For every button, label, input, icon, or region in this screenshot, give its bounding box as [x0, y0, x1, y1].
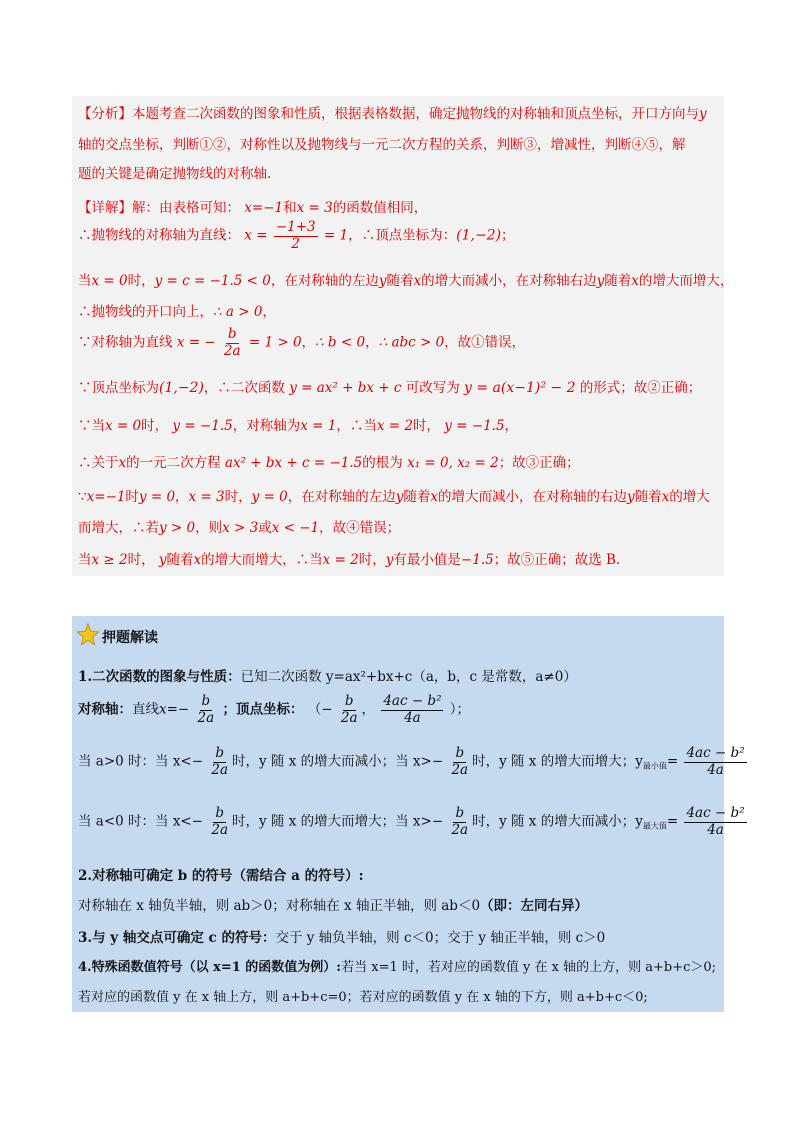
numerator: b — [227, 326, 237, 342]
numerator: b — [201, 693, 211, 709]
text: 时 — [125, 489, 139, 505]
math-var: x — [413, 273, 422, 289]
heading: 1.二次函数的图象与性质： — [78, 669, 241, 685]
tips-line-5: 2.对称轴可确定 b 的符号（需结合 a 的符号）: — [78, 868, 364, 884]
fraction — [274, 220, 318, 252]
math: x = 2 — [376, 418, 413, 434]
tips-line-9 — [78, 986, 720, 1005]
math: = 1 — [323, 227, 349, 244]
text: 的增大 — [669, 489, 710, 505]
numerator: b — [344, 693, 354, 709]
math: ∴ abc > 0 — [378, 334, 445, 351]
fraction — [339, 694, 360, 726]
math: x = — [244, 227, 268, 244]
analysis-line-1 — [78, 102, 720, 122]
denominator: 2a — [451, 821, 469, 838]
fraction — [684, 746, 746, 778]
text: ∴抛物线的对称轴为直线： — [78, 227, 240, 244]
detail-line-11 — [78, 548, 720, 568]
text: 当 a<0 时：当 x<− — [78, 813, 204, 830]
analysis-tag: 【分析】 — [78, 106, 132, 122]
math: x = 0 — [91, 273, 128, 289]
text: 若当 x=1 时，若对应的函数值 y 在 x 轴的上方，则 a+b+c＞0; — [341, 960, 717, 975]
detail-line-1 — [78, 196, 720, 216]
text: 随着 — [386, 273, 414, 289]
denominator: 2a — [211, 821, 228, 838]
text: 和 — [283, 200, 297, 216]
math: y > 0 — [159, 520, 196, 536]
text: ， — [301, 334, 316, 351]
tips-line-4 — [78, 805, 745, 838]
fraction — [381, 694, 443, 726]
text: ， — [504, 418, 519, 434]
math: − — [321, 701, 333, 718]
math: ∴ b < 0 — [315, 334, 366, 351]
numerator: b — [215, 745, 224, 761]
math: x=− — [159, 701, 190, 718]
text: 而增大，∴若 — [78, 520, 159, 536]
text: 时，y 随 x 的增大而增大；y — [472, 753, 643, 770]
math: x=−1 — [244, 200, 284, 216]
heading: ；顶点坐标： — [222, 701, 304, 718]
text: ∵对称轴为直线 — [78, 334, 173, 351]
text: 交于 y 轴负半轴，则 c＜0；交于 y 轴正半轴，则 c＞0 — [275, 930, 606, 946]
analysis-line-2 — [78, 133, 720, 153]
fraction — [684, 806, 746, 838]
math: y = 0 — [138, 489, 176, 505]
denominator: 4a — [707, 821, 724, 838]
text: ）； — [449, 701, 471, 718]
math: ∴ a > 0 — [213, 304, 263, 320]
subscript: 最小值 — [642, 761, 667, 771]
math: y = −1.5 — [444, 418, 505, 434]
text: 解：由表格可知： — [132, 200, 240, 216]
tips-line-8 — [78, 956, 720, 975]
analysis-text: 本题考查二次函数的图象和性质，根据表格数据，确定抛物线的对称轴和顶点坐标，开口方向与 — [132, 106, 699, 122]
math: x = 2 — [322, 552, 359, 568]
text: 可改写为 — [405, 380, 460, 396]
text: ， — [361, 701, 376, 718]
text: 的增大而增大， — [638, 273, 734, 289]
solution-analysis-box — [72, 96, 734, 576]
fraction — [209, 806, 230, 838]
text: ，对称轴为 — [232, 418, 301, 434]
numerator: b — [455, 745, 465, 761]
denominator: 2 — [291, 235, 301, 252]
star-icon — [76, 623, 100, 647]
denominator: 2a — [197, 709, 215, 726]
numerator: −1+3 — [275, 219, 316, 235]
text: （ — [307, 701, 322, 718]
text: ， — [175, 489, 189, 505]
text: ，∴当 — [336, 418, 377, 434]
denominator: 4a — [707, 761, 724, 778]
text: 当 — [78, 552, 92, 568]
numerator: 4ac − b² — [383, 693, 442, 709]
text: 时， — [141, 418, 169, 434]
math-var: y — [395, 489, 404, 505]
math: y = 0 — [251, 489, 288, 505]
text: 时， — [224, 489, 252, 505]
key-points-box — [72, 616, 745, 1012]
text: 时， — [358, 552, 386, 568]
analysis-text: 题的关键是确定抛物线的对称轴. — [78, 166, 272, 182]
text: 时， — [127, 273, 155, 289]
denominator: 2a — [211, 761, 228, 778]
math-var: x — [118, 455, 127, 471]
math-var: y — [596, 273, 605, 289]
text: ，∴顶点坐标为： — [348, 227, 457, 244]
math: x = − — [176, 334, 216, 351]
heading: 3.与 y 轴交点可确定 c 的符号： — [78, 930, 276, 946]
text: 时，y 随 x 的增大而减小；当 x>− — [232, 753, 444, 770]
fraction — [222, 327, 243, 359]
key-points-title: 押题解读 — [102, 630, 158, 646]
text: 若对应的函数值 y 在 x 轴上方，则 a+b+c=0；若对应的函数值 y 在 x 轴的下方，则 a+b+c＜0; — [78, 990, 648, 1005]
text: 已知二次函数 y=ax²+bx+c（a，b，c 是常数，a≠0） — [240, 669, 577, 685]
text: 随着 — [403, 489, 431, 505]
text: = — [666, 753, 679, 770]
math-var: y — [378, 273, 387, 289]
fraction — [209, 746, 230, 778]
detail-line-5 — [78, 327, 720, 359]
math-var: y — [158, 552, 167, 568]
denominator: 2a — [451, 761, 469, 778]
fraction — [449, 746, 470, 778]
text: ； — [501, 227, 515, 244]
math-var: x — [430, 489, 439, 505]
text: 对称轴在 x 轴负半轴，则 ab＞0；对称轴在 x 轴正半轴，则 ab＜0 — [78, 898, 481, 914]
text: ∴抛物线的开口向上， — [78, 304, 213, 320]
math-var: y — [627, 489, 635, 505]
analysis-line-3 — [78, 162, 720, 182]
text: 当 a>0 时：当 x<− — [78, 753, 204, 770]
text: 随着 — [634, 489, 662, 505]
text: ∴关于 — [78, 455, 119, 471]
math: x > 3 — [222, 520, 259, 536]
text: 的增大而增大，∴当 — [201, 552, 323, 568]
math: x₁ = 0, x₂ = 2 — [407, 455, 499, 471]
text: ，故①错误， — [444, 334, 526, 351]
math: x = 3 — [188, 489, 225, 505]
text: ∵当 — [78, 418, 105, 434]
text: 的形式；故②正确； — [579, 380, 702, 396]
detail-tag: 【详解】 — [78, 200, 132, 216]
detail-line-6 — [78, 376, 720, 396]
heading: 对称轴： — [78, 701, 132, 718]
numerator: b — [215, 805, 224, 821]
detail-line-2 — [78, 220, 720, 252]
denominator: 2a — [340, 709, 358, 726]
text: 的一元二次方程 — [126, 455, 221, 471]
text: ∵ — [78, 489, 87, 505]
text: ，则 — [195, 520, 223, 536]
math: (1,−2) — [159, 380, 204, 396]
text: 的增大而减小，在对称轴右边 — [421, 273, 597, 289]
math: x=−1 — [86, 489, 126, 505]
text: 当 — [78, 273, 92, 289]
math: x = 3 — [296, 200, 333, 216]
math: y = −1.5 — [172, 418, 233, 434]
detail-line-9 — [78, 485, 720, 505]
numerator: 4ac − b² — [686, 805, 745, 821]
text: ；故③正确； — [498, 455, 580, 471]
text: ，故④错误； — [319, 520, 401, 536]
tips-line-3 — [78, 745, 745, 778]
math-var: y — [699, 106, 707, 122]
math: −1.5 — [460, 552, 494, 568]
detail-line-7 — [78, 414, 720, 434]
text: 有最小值是 — [393, 552, 461, 568]
text: ， — [262, 304, 276, 320]
text: 时，y 随 x 的增大而减小；y — [472, 813, 643, 830]
math: = 1 > 0 — [248, 334, 302, 351]
text: 的根为 — [362, 455, 403, 471]
math-var: y — [385, 552, 394, 568]
math: x = 1 — [300, 418, 337, 434]
tips-line-2 — [78, 694, 720, 726]
text: 时，y 随 x 的增大而增大；当 x>− — [232, 813, 444, 830]
tips-line-7 — [78, 926, 720, 946]
text: 时， — [412, 418, 440, 434]
fraction — [449, 806, 470, 838]
text: 随着 — [604, 273, 632, 289]
text: ，在对称轴的左边 — [270, 273, 379, 289]
text: ∵顶点坐标为 — [78, 380, 159, 396]
math: y = c = −1.5 < 0 — [154, 273, 271, 289]
text: ， — [365, 334, 379, 351]
fraction — [196, 694, 217, 726]
math: ax² + bx + c = −1.5 — [224, 455, 363, 471]
math: y = ax² + bx + c — [289, 380, 402, 396]
text: 或 — [258, 520, 272, 536]
detail-line-3 — [78, 269, 734, 289]
math: (1,−2) — [456, 227, 502, 244]
text: 时， — [127, 552, 155, 568]
math: x = 0 — [105, 418, 142, 434]
math: y = a(x−1)² − 2 — [464, 380, 576, 396]
detail-line-8 — [78, 451, 720, 471]
math-var: x — [193, 552, 202, 568]
text: 直线 — [132, 701, 159, 718]
text: ，∴二次函数 — [203, 380, 285, 396]
text: 的函数值相同， — [332, 200, 428, 216]
math-var: x — [631, 273, 639, 289]
math: x < −1 — [271, 520, 320, 536]
math-var: x — [661, 489, 670, 505]
denominator: 2a — [223, 342, 241, 359]
subscript: 最大值 — [642, 821, 667, 831]
numerator: 4ac − b² — [686, 745, 745, 761]
text: 随着 — [166, 552, 194, 568]
text: ，在对称轴的左边 — [287, 489, 396, 505]
math: x ≥ 2 — [91, 552, 128, 568]
tips-line-6 — [78, 894, 720, 914]
analysis-text: 轴的交点坐标，判断①②，对称性以及抛物线与一元二次方程的关系，判断③，增减性，判断④⑤，解 — [78, 137, 686, 153]
numerator: b — [455, 805, 465, 821]
text: 的增大而减小，在对称轴的右边 — [438, 489, 628, 505]
tips-line-1 — [78, 665, 720, 685]
denominator: 4a — [404, 709, 421, 726]
detail-line-4 — [78, 300, 720, 320]
detail-line-10 — [78, 516, 720, 536]
text: ；故⑤正确；故选 B. — [493, 552, 621, 568]
text: = — [666, 813, 679, 830]
heading: 4.特殊函数值符号（以 x=1 的函数值为例）: — [78, 960, 342, 975]
heading: （即：左同右异） — [480, 898, 589, 914]
